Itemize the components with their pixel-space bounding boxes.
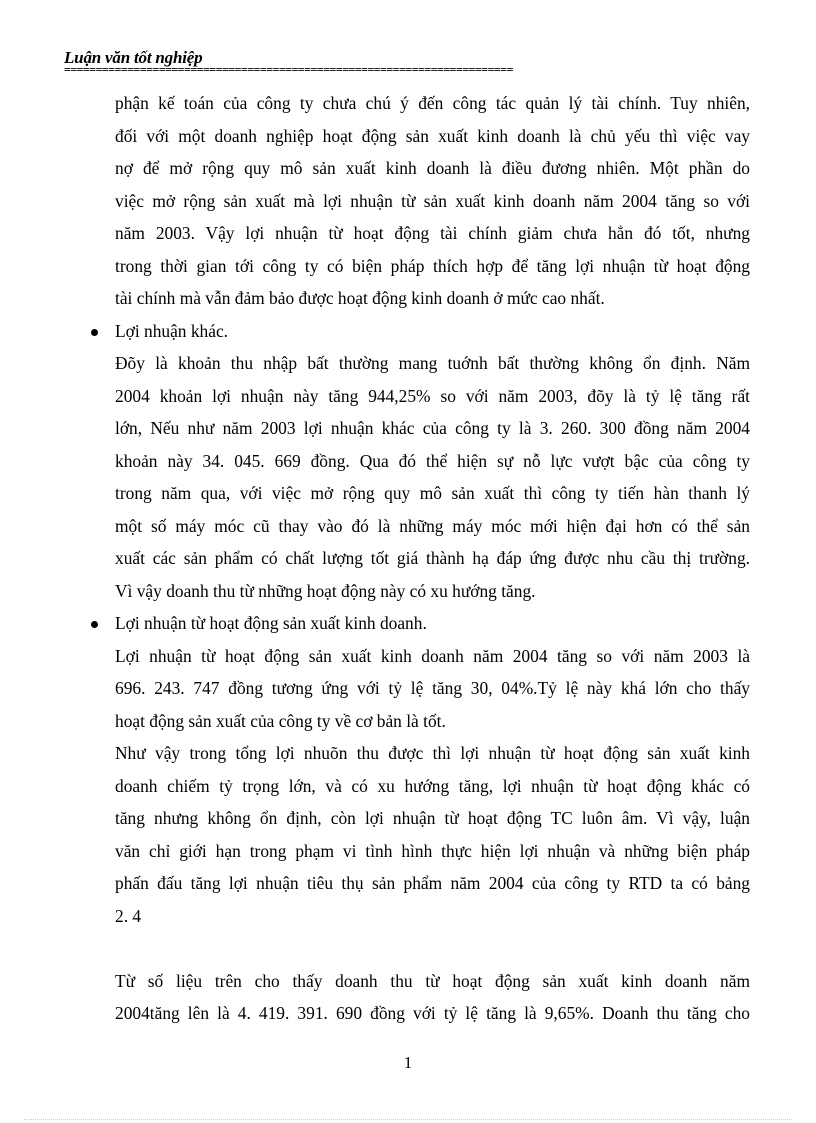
- bullet-dot-icon: [91, 621, 98, 628]
- body-line: lớn, Nếu như năm 2003 lợi nhuận khác của công ty là 3. 260. 300 đồng năm 2004: [115, 418, 750, 438]
- bullet-title: Lợi nhuận từ hoạt động sản xuất kinh doanh.: [115, 613, 427, 633]
- footer-divider: [24, 1119, 792, 1120]
- body-line: khoản này 34. 045. 669 đồng. Qua đó thể hiện sự nỗ lực vượt bậc của công ty: [115, 450, 750, 471]
- body-line: 2. 4: [115, 905, 142, 926]
- body-line: 2004tăng lên là 4. 419. 391. 690 đồng với tỷ lệ tăng là 9,65%. Doanh thu tăng cho: [115, 1003, 750, 1023]
- body-line: phận kế toán của công ty chưa chú ý đến công tác quản lý tài chính. Tuy nhiên,: [115, 93, 750, 113]
- bullet-item-business-profit: [115, 607, 750, 640]
- body-line: năm 2003. Vậy lợi nhuận từ hoạt động tài chính giảm chưa hẳn đó tốt, nhưng: [115, 223, 750, 243]
- body-line: trong năm qua, với việc mở rộng quy mô sản xuất thì công ty tiến hàn thanh lý: [115, 483, 750, 503]
- bullet-dot-icon: [91, 329, 98, 336]
- body-line: phấn đấu tăng lợi nhuận tiêu thụ sản phẩm năm 2004 của công ty RTD ta có bảng: [115, 873, 750, 893]
- body-line: nợ để mở rộng quy mô sản xuất kinh doanh là điều đương nhiên. Một phần do: [115, 158, 750, 178]
- document-header-title: Luận văn tốt nghiệp: [64, 48, 203, 67]
- body-line: Như vậy trong tổng lợi nhuõn thu được thì lợi nhuận từ hoạt động sản xuất kinh: [115, 743, 750, 763]
- body-line: Từ số liệu trên cho thấy doanh thu từ hoạt động sản xuất kinh doanh năm: [115, 970, 750, 991]
- body-line: đối với một doanh nghiệp hoạt động sản xuất kinh doanh là chủ yếu thì việc vay: [115, 125, 750, 146]
- body-line: tài chính mà vẫn đảm bảo được hoạt động kinh doanh ở mức cao nhất.: [115, 288, 605, 308]
- bullet-title: Lợi nhuận khác.: [115, 320, 229, 341]
- body-line: 696. 243. 747 đồng tương ứng với tỷ lệ tăng 30, 04%.Tỷ lệ này khá lớn cho thấy: [115, 678, 750, 698]
- document-body: [115, 87, 750, 1030]
- body-line: trong thời gian tới công ty có biện pháp thích hợp để tăng lợi nhuận từ hoạt động: [115, 255, 750, 276]
- page-number: 1: [403, 1053, 413, 1072]
- body-line: doanh chiếm tỷ trọng lớn, và có xu hướng tăng, lợi nhuận từ hoạt động khác có: [115, 775, 750, 796]
- body-line: văn chỉ giới hạn trong phạm vi tình hình thực hiện lợi nhuận và những biện pháp: [115, 840, 750, 861]
- body-line: hoạt động sản xuất của công ty về cơ bản là tốt.: [115, 710, 446, 731]
- body-line: Lợi nhuận từ hoạt động sản xuất kinh doanh năm 2004 tăng so với năm 2003 là: [115, 645, 750, 666]
- body-line: 2004 khoản lợi nhuận này tăng 944,25% so với năm 2003, đõy là tỷ lệ tăng rất: [115, 385, 750, 406]
- header-separator-rule: =======================================================================: [64, 64, 513, 75]
- body-line: Đõy là khoản thu nhập bất thường mang tuớnh bất thường không ổn định. Năm: [115, 353, 750, 373]
- body-line: một số máy móc cũ thay vào đó là những máy móc mới hiện đại hơn có thể sản: [115, 515, 750, 536]
- body-line: tăng nhưng không ổn định, còn lợi nhuận từ hoạt động TC luôn âm. Vì vậy, luận: [115, 808, 750, 828]
- body-line: xuất các sản phẩm có chất lượng tốt giá thành hạ đáp ứng được nhu cầu thị trường.: [115, 548, 750, 568]
- body-line: việc mở rộng sản xuất mà lợi nhuận từ sản xuất kinh doanh năm 2004 tăng so với: [115, 190, 750, 211]
- body-line: Vì vậy doanh thu từ những hoạt động này có xu hướng tăng.: [115, 580, 536, 601]
- bullet-item-other-profit: [115, 315, 750, 348]
